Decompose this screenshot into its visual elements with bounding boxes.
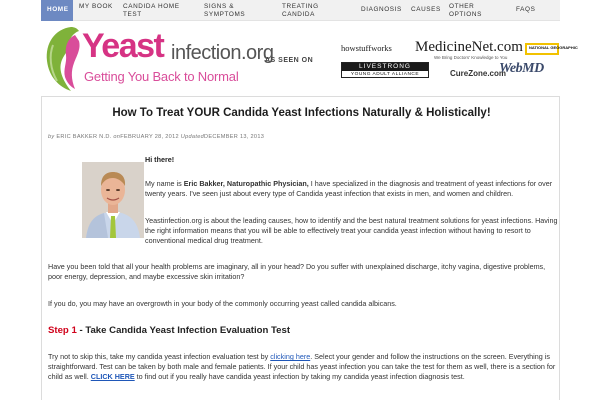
top-navigation (41, 0, 560, 21)
national-geographic-logo: NATIONAL GEOGRAPHIC (525, 43, 559, 55)
nav-signs-symptoms[interactable]: SIGNS & SYMPTOMS (204, 3, 246, 18)
about-paragraph: Yeastinfection.org is about the leading causes, how to identify and the best natural treatment solutions for yeast infections. Having the right information means that you will be able to effectively treat your candida yeast infection without having to resort to conventional medical drug treatment. (145, 216, 558, 246)
site-logo[interactable] (41, 25, 274, 95)
nav-candida-home-test[interactable]: CANDIDA HOME TEST (123, 3, 180, 18)
nav-faqs[interactable]: FAQS (516, 6, 536, 13)
author-photo (82, 162, 144, 238)
byline-author[interactable]: ERIC BAKKER N.D. (56, 134, 112, 140)
evaluation-test-paragraph: Try not to skip this, take my candida yeast infection evaluation test by clicking here. Select your gender and follow the instructions on the screen. Everything is straightforward. Test can be taken by both male and female patients. If your child has yeast infection you can take the test for them as well, there is a section for child as well. CLICK HERE to find out if you really have candida yeast infection by taking my candida yeast infection diagnosis test. (48, 352, 556, 382)
logo-domain: infection.org (171, 42, 274, 64)
face-silhouette-icon (41, 25, 85, 93)
byline-on: on (113, 134, 121, 140)
byline-updated-label: Updated (180, 134, 205, 140)
clicking-here-link[interactable]: clicking here (270, 352, 311, 361)
logo-word: Yeast (82, 27, 164, 65)
intro-paragraph: My name is Eric Bakker, Naturopathic Physician, I have specialized in the diagnosis and treatment of yeast infections for over twenty years. I've seen just about every type of Candida yeast infection that exists in men, and women and children. (145, 179, 553, 199)
medicinenet-tagline: We Bring Doctors' Knowledge to You (434, 55, 508, 60)
nav-diagnosis[interactable]: DIAGNOSIS (361, 6, 402, 13)
livestrong-wordmark: LIVESTRONG (342, 63, 428, 71)
medicinenet-logo: MedicineNet.com (415, 39, 523, 55)
page-title: How To Treat YOUR Candida Yeast Infections Naturally & Holistically! (112, 107, 491, 119)
byline-by: by (48, 134, 55, 140)
byline-updated-date: DECEMBER 13, 2013 (204, 134, 265, 140)
howstuffworks-logo: howstuffworks (341, 43, 392, 53)
greeting: Hi there! (145, 155, 175, 164)
article-container (41, 96, 560, 400)
nav-treating-candida[interactable]: TREATING CANDIDA (282, 3, 319, 18)
click-here-link[interactable]: CLICK HERE (90, 372, 135, 382)
livestrong-logo (341, 62, 429, 78)
step-1-heading: Step 1 - Take Candida Yeast Infection Evaluation Test (48, 325, 291, 336)
nav-other-options[interactable]: OTHER OPTIONS (449, 3, 482, 18)
logo-tagline: Getting You Back to Normal (84, 69, 239, 84)
webmd-logo: WebMD (499, 61, 544, 76)
overgrowth-paragraph: If you do, you may have an overgrowth in your body of the commonly occurring yeast called candida albicans. (48, 299, 397, 308)
livestrong-subtitle: YOUNG ADULT ALLIANCE (350, 72, 420, 77)
site-header (41, 21, 578, 97)
article-byline (48, 134, 264, 140)
symptoms-paragraph: Have you been told that all your health problems are imaginary, all in your head? Do you suffer with unexplained discharge, itchy vagina, digestive problems, poor energy, depression, and maybe excessive skin irritation? (48, 262, 546, 282)
as-seen-on-label: AS SEEN ON (265, 57, 314, 64)
byline-date: FEBRUARY 28, 2012 (120, 134, 179, 140)
nav-home[interactable]: HOME (41, 0, 73, 21)
nav-my-book[interactable]: MY BOOK (79, 3, 113, 10)
nav-causes[interactable]: CAUSES (411, 6, 441, 13)
curezone-logo: CureZone.com (450, 69, 507, 78)
